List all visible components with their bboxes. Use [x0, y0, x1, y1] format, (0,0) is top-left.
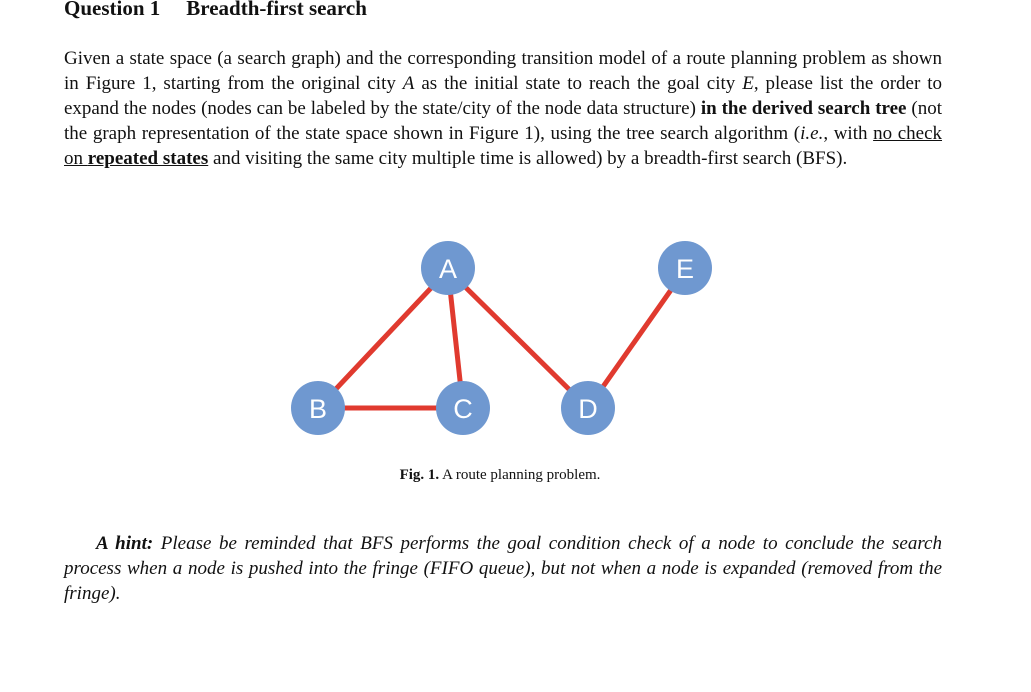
hint-label: A hint: [96, 533, 154, 554]
route-graph-figure [280, 240, 730, 440]
figure-caption [0, 467, 1000, 484]
edge-a-b [318, 270, 448, 408]
node-e [658, 241, 712, 295]
body-text-6: and visiting the same city multiple time is allowed) by a breadth-first search (BFS). [208, 148, 848, 169]
question-title: Breadth-first search [186, 0, 367, 20]
question-body [64, 46, 942, 171]
hint-text: Please be reminded that BFS performs the goal condition check of a node to conclude the search process when a node is pushed into the fringe (FIFO queue), but not when a node is expanded (removed from the fringe). [64, 533, 942, 604]
city-a-ref: A [402, 73, 415, 94]
node-d [561, 381, 615, 435]
hint-paragraph [64, 531, 942, 606]
emphasis-search-tree: in the derived search tree [700, 98, 907, 119]
body-text-3: , please list the order to expand the nodes (nodes can be labeled by the state/city of the node data structure) [64, 73, 943, 119]
figure-caption-label: Fig. 1. [399, 467, 440, 483]
node-b-label: B [308, 394, 328, 424]
figure-caption-text: A route planning problem. [439, 467, 601, 483]
body-text-2: as the initial state to reach the goal city [414, 73, 743, 94]
body-text-4: (not the graph representation of the state space shown in Figure 1), using the tree search algorithm ( [64, 98, 942, 144]
body-text-5: , with [823, 123, 874, 144]
question-heading [64, 0, 367, 21]
node-a-label: A [438, 254, 458, 284]
underline-repeated-states: repeated states [87, 148, 209, 169]
node-c [436, 381, 490, 435]
node-d-label: D [578, 394, 598, 424]
node-a [421, 241, 475, 295]
ie-abbrev: i.e. [800, 123, 824, 144]
city-e-ref: E [742, 73, 754, 94]
node-b [291, 381, 345, 435]
question-number: Question 1 [64, 0, 161, 20]
underline-no-check: no check on [64, 123, 943, 169]
node-e-label: E [675, 254, 695, 284]
route-graph [280, 240, 730, 440]
node-c-label: C [453, 394, 473, 424]
body-text-1: Given a state space (a search graph) and the corresponding transition model of a route planning problem as shown in Figure 1, starting from the original city [64, 48, 942, 94]
